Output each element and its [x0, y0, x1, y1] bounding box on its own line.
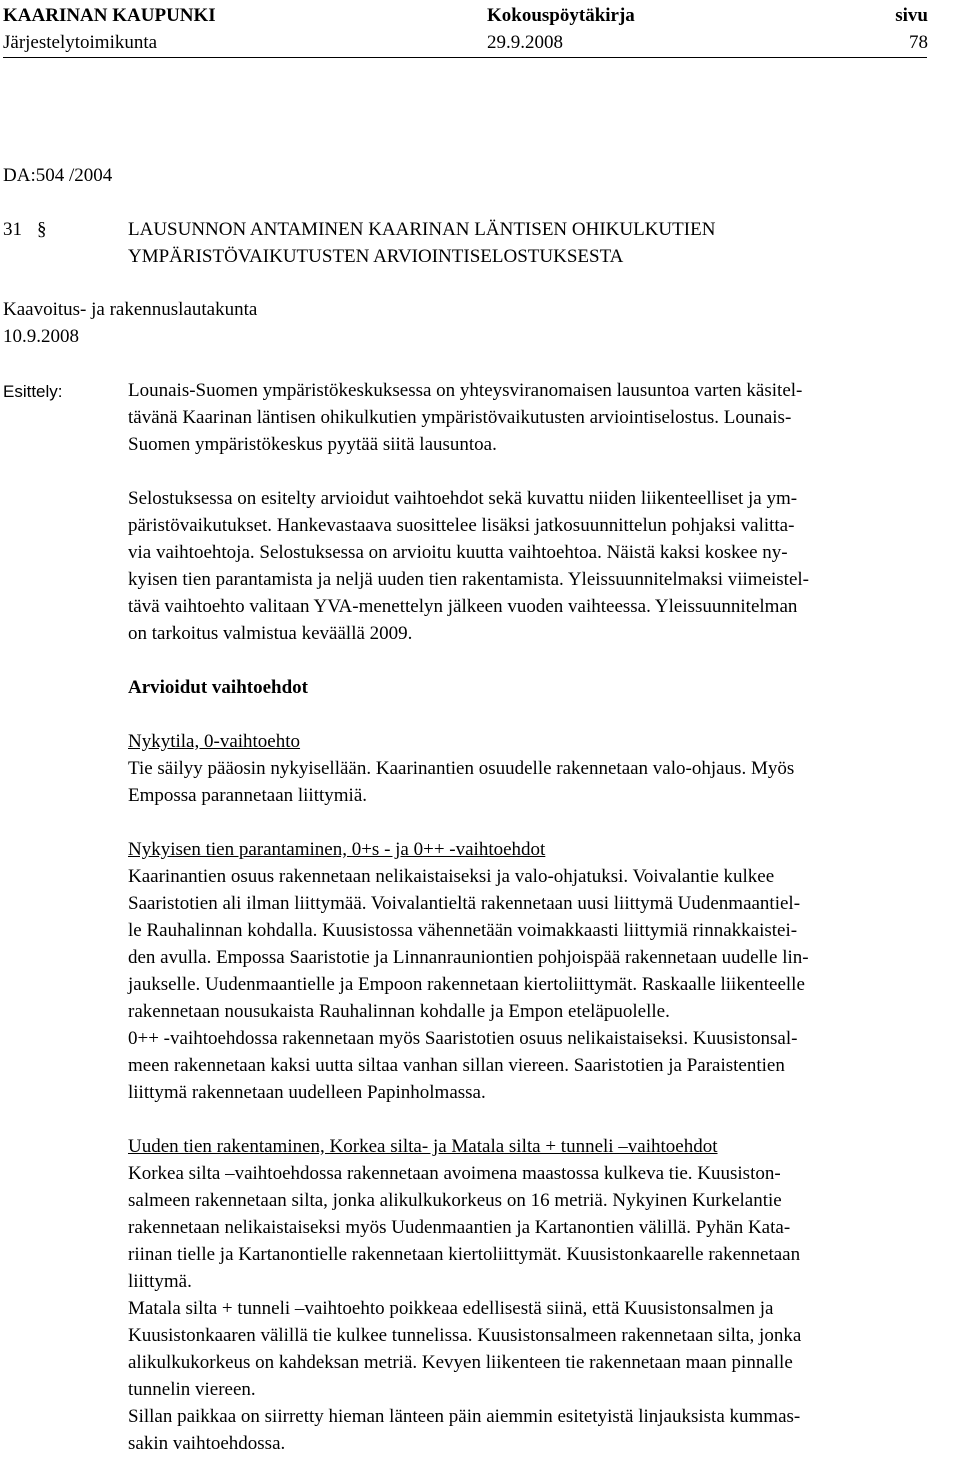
page-header [3, 2, 928, 56]
alternative-new-road: Uuden tien rakentaminen, Korkea silta- ja Matala silta + tunneli –vaihtoehdot Korkea silta –vaihtoehdossa rakennetaan avoimena maastossa kulkeva tie. Kuusiston- salmeen rakennetaan silta, jonka alikulkukorkeus on 16 metriä. Nykyinen Kurkelantie rakennetaan nelikaistaiseksi myös Uudenmaantien ja Kartanontien välillä. Pyhän Kata- riinan tielle ja Kartanontielle rakennetaan kiertoliittymät. Kuusistonkaarelle rakennetaan liittymä. Matala silta + tunneli –vaihtoehto poikkeaa edellisestä siinä, että Kuusistonsalmen ja Kuusistonkaaren välillä tie kulkee tunnelissa. Kuusistonsalmeen rakennetaan silta, jonka alikulkukorkeus on kahdeksan metriä. Kevyen liikenteen tie rakennetaan maan pinnalle tunnelin viereen. Sillan paikkaa on siirretty hieman länteen päin aiemmin esitetyistä linjauksista kummas- sakin vaihtoehdossa. [128, 1136, 802, 1454]
section-sign: § [37, 219, 47, 240]
meeting-info [3, 296, 257, 350]
section-number: 31 [3, 219, 22, 240]
alternative-improvement: Nykyisen tien parantaminen, 0+s - ja 0++ -vaihtoehdot Kaarinantien osuus rakennetaan nelikaistaiseksi ja valo-ohjatuksi. Voivalantie kulkee Saaristotien ali ilman liittymää. Voivalantieltä rakennetaan uusi liittymä Uudenmaantiel- le Rauhalinnan kohdalla. Kuusistossa vähennetään voimakkaasti liittymiä rinnakkaistei- den avulla. Empossa Saaristotie ja Linnanrauniontien pohjoispää rakennetaan uudelle lin- jaukselle. Uudenmaantielle ja Empoon rakennetaan kiertoliittymät. Raskaalle liikenteelle rakennetaan nousukaista Rauhalinnan kohdalle ja Empon eteläpuolelle. 0++ -vaihtoehdossa rakennetaan myös Saaristotien osuus nelikaistaiseksi. Kuusistonsal- meen rakennetaan kaksi uutta siltaa vanhan sillan viereen. Saaristotien ja Paraistentien liittymä rakennetaan uudelleen Papinholmassa. [128, 839, 809, 1103]
meeting-date-line: 10.9.2008 [3, 326, 79, 347]
page-label: sivu [895, 5, 928, 26]
city-name: KAARINAN KAUPUNKI [3, 5, 216, 26]
presentation-label: Esittely: [3, 382, 63, 401]
document-type: Kokouspöytäkirja [487, 5, 635, 26]
meeting-date: 29.9.2008 [487, 32, 563, 53]
committee-name: Järjestelytoimikunta [3, 32, 158, 53]
alternative-title: Nykyisen tien parantaminen, 0+s - ja 0++ -vaihtoehdot [128, 839, 546, 860]
meeting-body: Kaavoitus- ja rakennuslautakunta [3, 299, 258, 320]
subheading-alternatives: Arvioidut vaihtoehdot [128, 677, 308, 698]
page-number: 78 [909, 32, 928, 53]
header-rule [3, 57, 927, 58]
case-reference: DA:504 /2004 [3, 165, 113, 186]
alternative-title: Uuden tien rakentaminen, Korkea silta- ja Matala silta + tunneli –vaihtoehdot [128, 1136, 718, 1157]
document-body [128, 377, 950, 1457]
alternative-title: Nykytila, 0-vaihtoehto [128, 731, 301, 752]
alternative-current-state: Nykytila, 0-vaihtoehto Tie säilyy pääosin nykyisellään. Kaarinantien osuudelle rakennetaan valo-ohjaus. Myös Empossa parannetaan liittymiä. [128, 731, 795, 806]
section-title: LAUSUNNON ANTAMINEN KAARINAN LÄNTISEN OHIKULKUTIEN YMPÄRISTÖVAIKUTUSTEN ARVIOINTISELOSTUKSESTA [128, 219, 716, 267]
paragraph-intro: Lounais-Suomen ympäristökeskuksessa on yhteysviranomaisen lausuntoa varten käsitel- tävänä Kaarinan läntisen ohikulkutien ympäristövaikutusten arviointiselostus. Lounais- Suomen ympäristökeskus pyytää siitä lausuntoa. [128, 380, 803, 455]
paragraph-summary: Selostuksessa on esitelty arvioidut vaihtoehdot sekä kuvattu niiden liikenteelliset ja ym- päristövaikutukset. Hankevastaava suosittelee lisäksi jatkosuunnittelun pohjaksi valitta- via vaihtoehtoja. Selostuksessa on arvioitu kuutta vaihtoehtoa. Näistä kaksi koskee ny- kyisen tien parantamista ja neljä uuden tien rakentamista. Yleissuunnitelmaksi viimeistel- tävä vaihtoehto valitaan YVA-menettelyn jälkeen vuoden vaihteessa. Yleissuunnitelman on tarkoitus valmistua keväällä 2009. [128, 488, 810, 644]
